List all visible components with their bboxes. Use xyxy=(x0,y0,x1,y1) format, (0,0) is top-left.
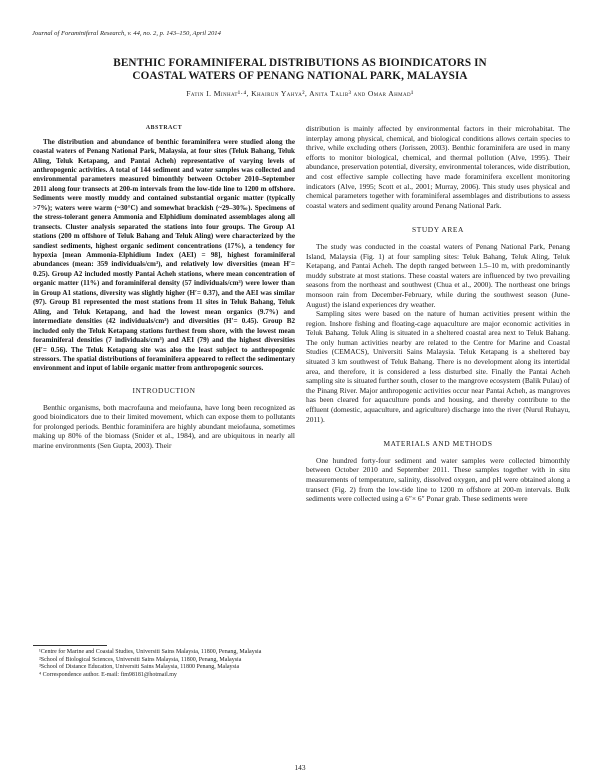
journal-citation: Journal of Foraminiferal Research, v. 44, no. 2, p. 143–150, April 2014 xyxy=(32,30,221,37)
intro-continuation-paragraph: distribution is mainly affected by environmental factors in their microhabitat. The interplay among physical, chemical, and biological conditions allows certain species to thrive, while excluding others (Jorissen, 2003). Benthic foraminifera are used in many efforts to monitor biological, chemical, and thermal pollution (Alve, 1995). Their abundance, preservation potential, diversity, environmental tolerances, wide distribution, and cost effective sample collecting have made foraminifera excellent monitoring indicators (Alve, 1995; Scott et al., 2001; Murray, 2006). This study uses physical and chemical parameters together with foraminiferal assemblages and distributions to assess coastal waters and sediment quality around Penang National Park. xyxy=(306,124,570,210)
footnote: ³School of Distance Education, Universiti Sains Malaysia, 11800 Penang, Malaysia xyxy=(39,664,240,671)
article-title xyxy=(40,57,560,83)
footnote: ⁴ Correspondence author. E-mail: fim98181@hotmail.my xyxy=(39,672,177,679)
right-column xyxy=(306,124,570,504)
footnote: ¹Centre for Marine and Coastal Studies, Universiti Sains Malaysia, 11800, Penang, Malaysia xyxy=(39,649,262,655)
title-line-2: COASTAL WATERS OF PENANG NATIONAL PARK, MALAYSIA xyxy=(132,70,468,82)
footnote: ²School of Biological Sciences, Universiti Sains Malaysia, 11800, Penang, Malaysia xyxy=(39,656,242,663)
author-list: Fatin I. Minhat¹·⁴, Khairun Yahya², Anita Talib³ and Omar Ahmad¹ xyxy=(186,89,414,98)
footnote-rule xyxy=(33,645,107,646)
title-line-1: BENTHIC FORAMINIFERAL DISTRIBUTIONS AS BIOINDICATORS IN xyxy=(113,57,487,69)
footnotes xyxy=(33,649,295,680)
methods-heading: MATERIALS AND METHODS xyxy=(383,439,493,449)
abstract-text: The distribution and abundance of benthic foraminifera were studied along the coastal waters of Penang National Park, Malaysia, at four sites (Teluk Bahang, Teluk Aling, Teluk Ketapang, and Pantai Acheh) representative of varying levels of anthropogenic activities. A total of 144 sediment and water samples was collected and environmental parameters measured bimonthly between October 2010–September 2011 along four transects at 200-m intervals from the low-tide line to 1200 m offshore. Sediments were mostly muddy and contained substantial organic matter (typically >7%); waters were warm (~30°C) and somewhat brackish (~29–30‰). Specimens of the stress-tolerant genera Ammonia and Elphidium dominated assemblages along all transects. Cluster analysis separated the stations into four groups. The Group A1 stations (200 m offshore of Teluk Bahang and Teluk Aling) were characterized by the sandiest sediments, highest organic sediment concentrations (17%), a tendency for hypoxia [mean Ammonia-Elphidium Index (AEI) = 98], highest foraminiferal abundances (mean: 359 individuals/cm³), and relatively low diversities (mean H′= 0.25). Group A2 included mostly Pantai Acheh stations, where mean concentration of organic matter (11%) and foraminiferal density (57 individuals/cm³) were lower than in Group A1 stations, diversity was slightly higher (H′= 0.37), and the AEI was similar (97). Group B1 represented the most stations from 11 sites in Teluk Bahang, Teluk Aling, and Teluk Ketapang, and had the lowest mean organics (9.7%) and intermediate densities (42 individuals/cm³) and diversities (H′= 0.45). Group B2 included only the Teluk Ketapang stations furthest from shore, with the lowest mean foraminiferal densities (7 individuals/cm³) and AEI (79) and the highest diversities (H′= 0.56). The Teluk Ketapang site was also the least subject to anthropogenic stressors. The spatial distributions of foraminifera appeared to reflect the sedimentary environment and input of labile organic matter from anthropogenic sources. xyxy=(33,137,295,373)
introduction-paragraph: Benthic organisms, both macrofauna and meiofauna, have long been recognized as good bioindicators due to their limited movement, which can expose them to pollutants for prolonged periods. Benthic foraminifera are highly abundant meiofauna, sometimes making up 80% of the biomass (Snider et al., 1984), and are ubiquitous in nearly all marine environments (Sen Gupta, 2003). Their xyxy=(33,402,295,450)
study-area-heading: STUDY AREA xyxy=(412,225,464,235)
page-number: 143 xyxy=(294,763,306,772)
introduction-heading: INTRODUCTION xyxy=(132,385,196,395)
study-area-paragraph-1: The study was conducted in the coastal waters of Penang National Park, Penang Island, Malaysia (Fig. 1) at four sampling sites: Teluk Bahang, Teluk Aling, Teluk Ketapang, and Pantai Acheh. The depth ranged between 1.5–10 m, with predominantly muddy substrate at most stations. These coastal waters are influenced by two prevailing seasons from the northeast and southwest (Chua et al., 2000). The northeast one brings monsoon rain from December-February, while during the southwest season (June-August) the island experiences dry weather. xyxy=(306,241,570,309)
study-area-paragraph-2: Sampling sites were based on the nature of human activities present within the region. Inshore fishing and floating-cage aquaculture are major economic activities in Teluk Bahang. Teluk Aling is situated in a sheltered coastal area next to Teluk Bahang. The only human activities nearby are related to the Centre for Marine and Coastal Studies (CEMACS), Universiti Sains Malaysia. Teluk Ketapang is a sheltered bay situated 3 km southwest of Teluk Bahang. There is no development along its intertidal area, and therefore, it is considered a less disturbed site. Finally the Pantai Acheh sampling site is situated further south, closer to the mangrove ecosystem (Balik Pulau) of the Pinang River. Major anthropogenic activities occur near Pantai Acheh, as mangroves has been cleared for aquaculture ponds and housing, and thereby contribute to the effluent (domestic, aquaculture, and agriculture) discharge into the river (Nurul Ruhayu, 2011). xyxy=(306,309,570,424)
abstract-heading: ABSTRACT xyxy=(145,125,183,131)
methods-paragraph: One hundred forty-four sediment and water samples were collected bimonthly between October 2010 and September 2011. These samples together with in situ measurements of temperature, salinity, dissolved oxygen, and pH were obtained along a transect (Fig. 2) from the low-tide line to 1200 m offshore at 200-m intervals. Bulk sediments were collected using a 6″× 6″ Ponar grab. These sediments were xyxy=(306,455,570,504)
left-column xyxy=(33,124,295,450)
